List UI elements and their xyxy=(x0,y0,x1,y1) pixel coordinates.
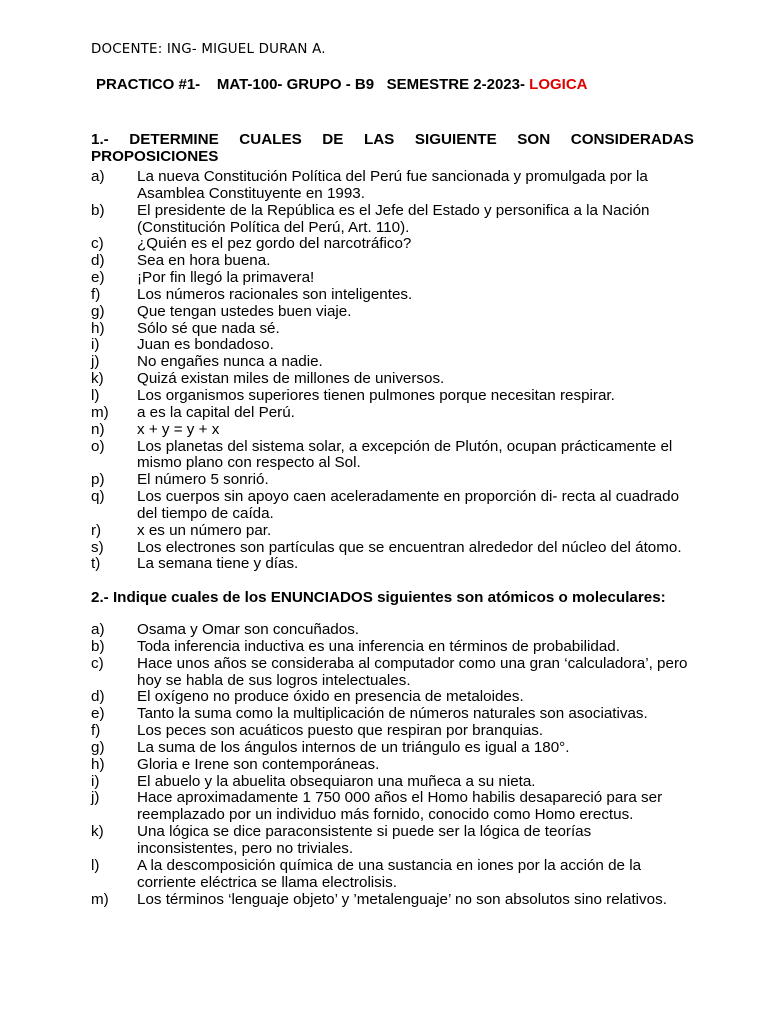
question-1-title-line1 xyxy=(91,131,694,148)
item-label: k) xyxy=(91,823,104,841)
list-item xyxy=(91,405,694,422)
list-item xyxy=(91,236,694,253)
item-text: El abuelo y la abuelita obsequiaron una muñeca a su nieta. xyxy=(137,772,536,790)
item-label: e) xyxy=(91,705,105,723)
item-label: a) xyxy=(91,621,105,638)
question-1-list xyxy=(91,169,694,573)
list-item xyxy=(91,790,694,824)
docente-line: DOCENTE: ING- MIGUEL DURAN A. xyxy=(91,42,326,57)
list-item xyxy=(91,656,694,690)
list-item xyxy=(91,321,694,338)
item-label: m) xyxy=(91,403,109,421)
list-item xyxy=(91,287,694,304)
item-label: e) xyxy=(91,269,105,287)
list-item xyxy=(91,371,694,388)
q1-word: 1.- xyxy=(91,131,109,148)
item-text: Los términos ‘lenguaje objeto’ y ’metalenguaje’ no son absolutos sino relativos. xyxy=(137,890,667,908)
item-text: ¿Quién es el pez gordo del narcotráfico? xyxy=(137,235,412,253)
item-text: Tanto la suma como la multiplicación de números naturales son asociativas. xyxy=(137,705,648,723)
item-label: n) xyxy=(91,420,105,438)
list-item xyxy=(91,253,694,270)
item-label: q) xyxy=(91,488,105,506)
question-1-title xyxy=(91,131,694,165)
item-text: No engañes nunca a nadie. xyxy=(137,353,323,371)
item-text: La nueva Constitución Política del Perú fue sancionada y promulgada por la Asamblea Constituyente en 1993. xyxy=(137,168,648,202)
item-label: t) xyxy=(91,555,101,573)
item-label: j) xyxy=(91,789,100,807)
q1-word: DETERMINE xyxy=(129,131,219,148)
item-label: m) xyxy=(91,890,109,908)
item-text: Los peces son acuáticos puesto que respiran por branquias. xyxy=(137,722,544,740)
item-label: o) xyxy=(91,437,105,455)
item-text: Quizá existan miles de millones de universos. xyxy=(137,370,445,388)
list-item xyxy=(91,270,694,287)
question-2-title: 2.- Indique cuales de los ENUNCIADOS siguientes son atómicos o moleculares: xyxy=(91,589,666,606)
item-label: h) xyxy=(91,755,105,773)
list-item xyxy=(91,892,694,909)
item-label: p) xyxy=(91,471,105,489)
q1-word: CONSIDERADAS xyxy=(570,131,694,148)
item-label: r) xyxy=(91,521,102,539)
item-label: k) xyxy=(91,370,104,388)
item-text: Osama y Omar son concuñados. xyxy=(137,621,360,638)
item-text: Los cuerpos sin apoyo caen aceleradamente en proporción di- recta al cuadrado del tiempo de caída. xyxy=(137,488,680,522)
list-item xyxy=(91,388,694,405)
item-label: c) xyxy=(91,235,104,253)
practico-main: PRACTICO #1- MAT-100- GRUPO - B9 SEMESTRE 2-2023- xyxy=(96,76,530,93)
question-1-title-line2: PROPOSICIONES xyxy=(91,148,219,165)
item-text: Los números racionales son inteligentes. xyxy=(137,285,413,303)
item-label: d) xyxy=(91,688,105,706)
item-label: c) xyxy=(91,654,104,672)
item-label: j) xyxy=(91,353,100,371)
list-item xyxy=(91,706,694,723)
list-item xyxy=(91,723,694,740)
list-item xyxy=(91,354,694,371)
item-text: La semana tiene y días. xyxy=(137,555,299,573)
practico-title xyxy=(96,76,588,93)
item-label: i) xyxy=(91,336,100,354)
list-item xyxy=(91,858,694,892)
item-text: Que tengan ustedes buen viaje. xyxy=(137,302,352,320)
list-item xyxy=(91,639,694,656)
list-item xyxy=(91,337,694,354)
list-item xyxy=(91,304,694,321)
list-item xyxy=(91,774,694,791)
item-text: Sólo sé que nada sé. xyxy=(137,319,280,337)
item-text: El presidente de la República es el Jefe del Estado y personifica a la Nación (Constitución Política del Perú, Art. 110). xyxy=(137,201,650,236)
item-label: f) xyxy=(91,285,101,303)
item-label: b) xyxy=(91,637,105,655)
item-text: Los electrones son partículas que se encuentran alrededor del núcleo del átomo. xyxy=(137,538,682,556)
item-text: La suma de los ángulos internos de un triángulo es igual a 180°. xyxy=(137,738,570,756)
q1-word: CUALES xyxy=(239,131,302,148)
item-text: Juan es bondadoso. xyxy=(137,336,274,354)
list-item xyxy=(91,740,694,757)
list-item xyxy=(91,439,694,473)
list-item xyxy=(91,169,694,203)
item-text: Hace aproximadamente 1 750 000 años el Homo habilis desapareció para ser reemplazado por un individuo más fornido, conocido como Homo erectus. xyxy=(137,789,663,824)
list-item xyxy=(91,757,694,774)
item-label: b) xyxy=(91,201,105,219)
list-item xyxy=(91,556,694,573)
practico-topic: LOGICA xyxy=(529,76,588,93)
item-text: El número 5 sonrió. xyxy=(137,471,269,489)
item-text: Hace unos años se consideraba al computador como una gran ‘calculadora’, pero hoy se habla de sus logros intelectuales. xyxy=(137,654,688,689)
item-label: i) xyxy=(91,772,100,790)
item-text: Una lógica se dice paraconsistente si puede ser la lógica de teorías inconsistentes, pero no triviales. xyxy=(137,823,592,857)
item-label: l) xyxy=(91,386,100,404)
item-text: x + y = y + x xyxy=(137,420,220,438)
item-label: a) xyxy=(91,168,105,185)
item-text: Sea en hora buena. xyxy=(137,252,271,270)
q1-word: DE xyxy=(322,131,344,148)
item-label: g) xyxy=(91,738,105,756)
list-item xyxy=(91,422,694,439)
q1-word: LAS xyxy=(363,131,395,148)
list-item xyxy=(91,540,694,557)
q1-word: SIGUIENTE xyxy=(414,131,497,148)
list-item xyxy=(91,472,694,489)
list-item xyxy=(91,689,694,706)
item-label: g) xyxy=(91,302,105,320)
list-item xyxy=(91,489,694,523)
item-label: f) xyxy=(91,722,101,740)
item-text: a es la capital del Perú. xyxy=(137,403,295,421)
item-label: s) xyxy=(91,538,104,556)
item-label: h) xyxy=(91,319,105,337)
item-text: Los planetas del sistema solar, a excepción de Plutón, ocupan prácticamente el mismo plano con respecto al Sol. xyxy=(137,437,673,472)
list-item xyxy=(91,824,694,858)
item-text: Toda inferencia inductiva es una inferencia en términos de probabilidad. xyxy=(137,637,620,655)
item-label: d) xyxy=(91,252,105,270)
item-text: ¡Por fin llegó la primavera! xyxy=(137,269,315,287)
list-item xyxy=(91,523,694,540)
list-item xyxy=(91,203,694,237)
item-text: El oxígeno no produce óxido en presencia de metaloides. xyxy=(137,688,524,706)
q1-word: SON xyxy=(517,131,551,148)
item-label: l) xyxy=(91,856,100,874)
question-2-list xyxy=(91,622,694,908)
list-item xyxy=(91,622,694,639)
item-text: x es un número par. xyxy=(137,521,272,539)
item-text: Gloria e Irene son contemporáneas. xyxy=(137,755,380,773)
item-text: A la descomposición química de una sustancia en iones por la acción de la corriente eléctrica se llama electrolisis. xyxy=(137,856,642,891)
item-text: Los organismos superiores tienen pulmones porque necesitan respirar. xyxy=(137,386,615,404)
